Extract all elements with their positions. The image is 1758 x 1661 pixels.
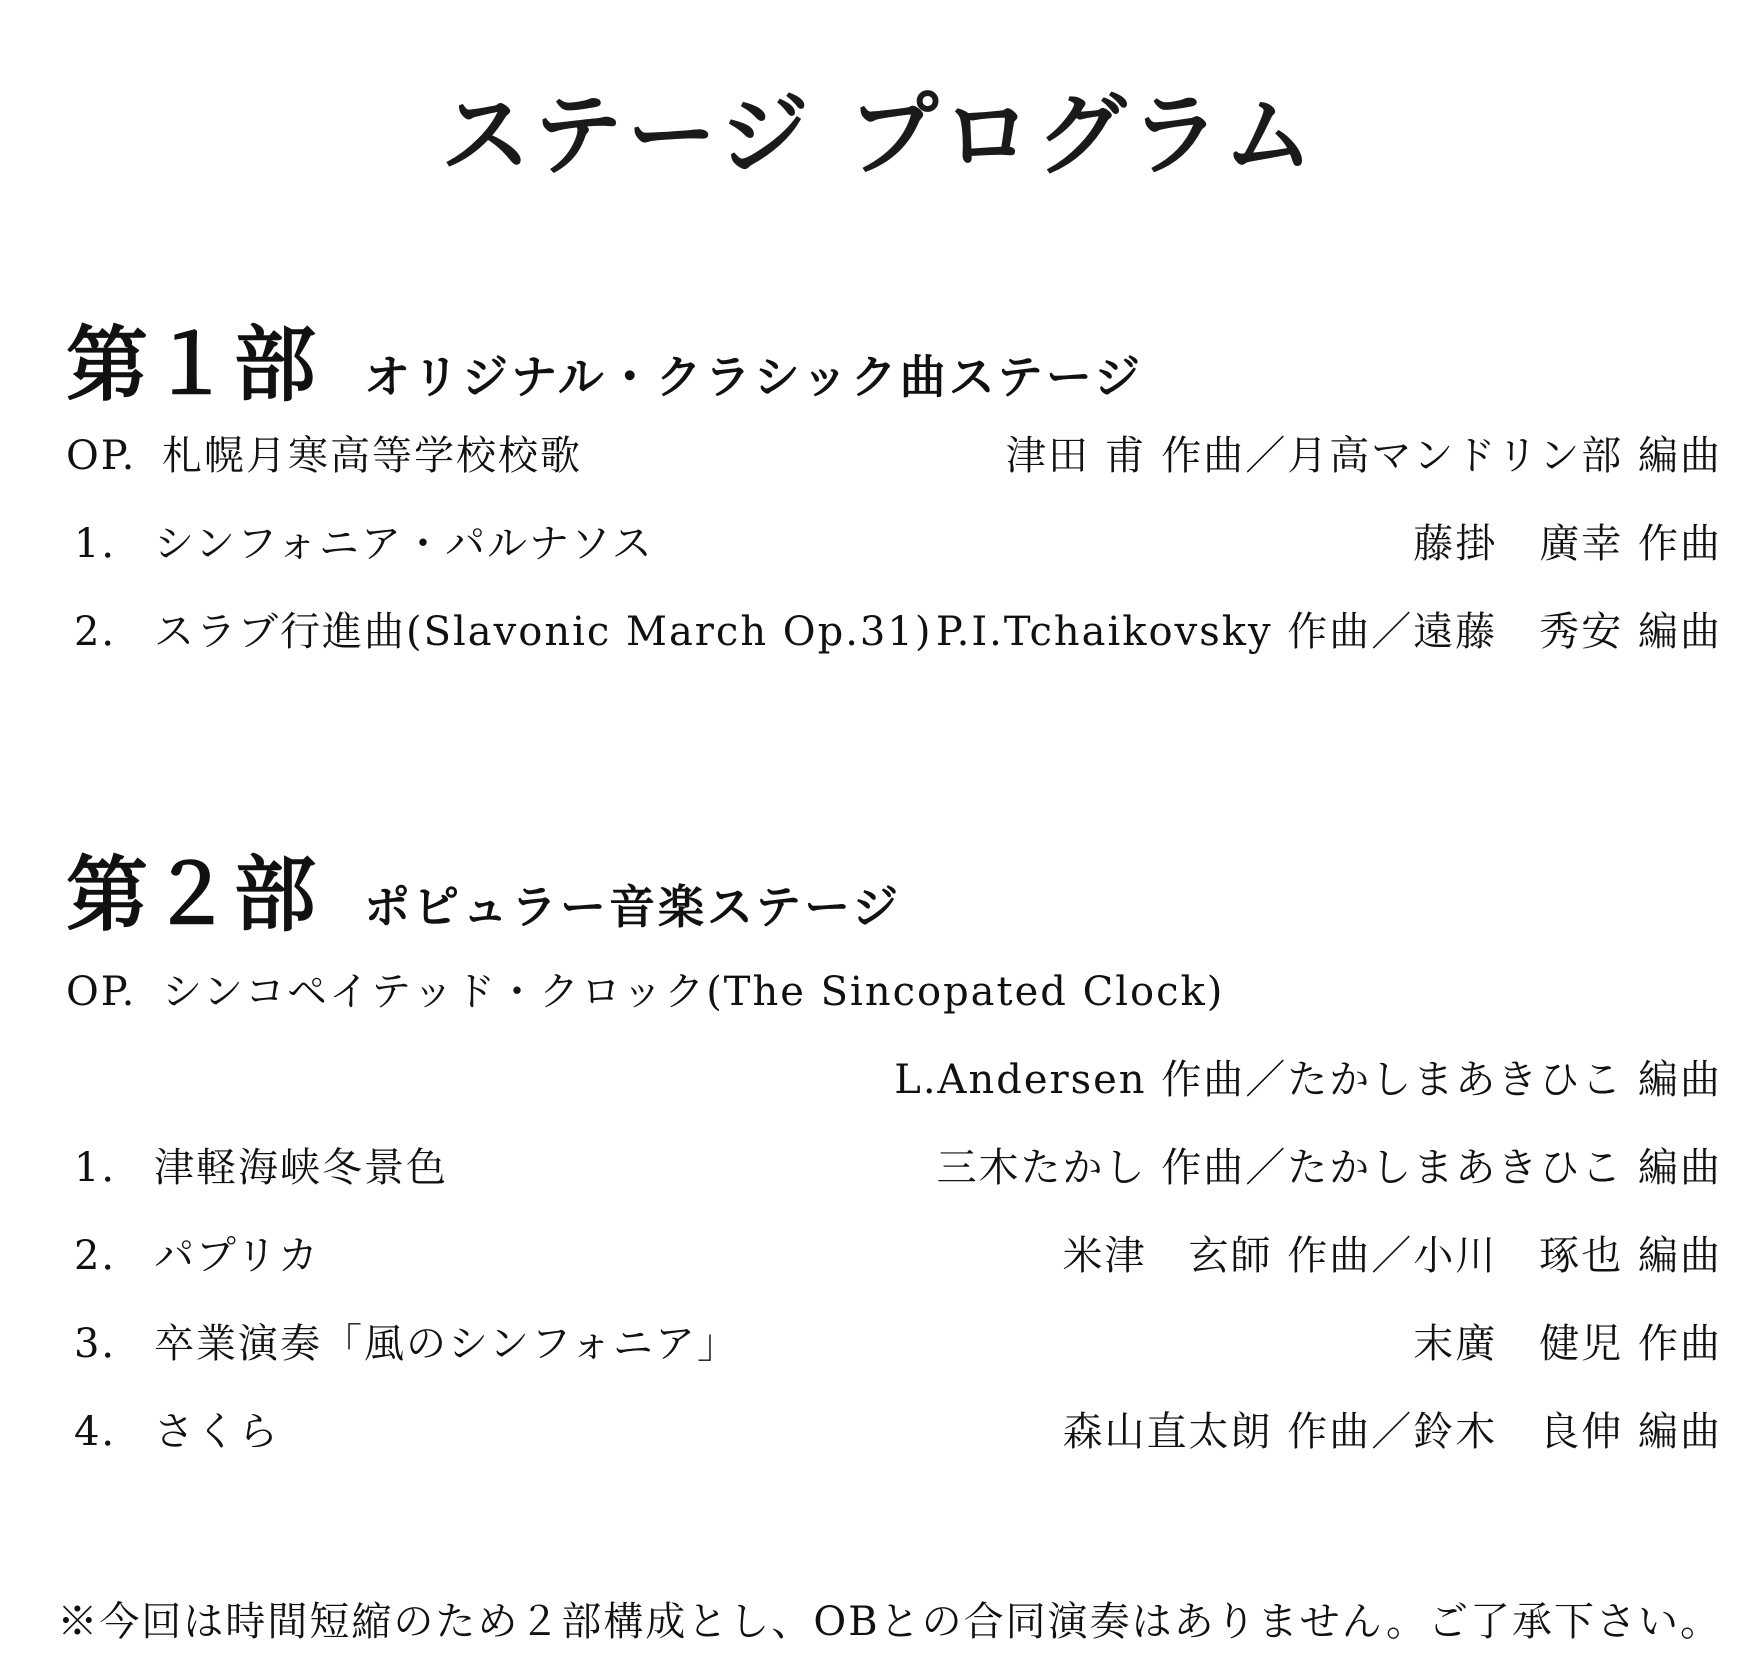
item-credit: P.I.Tchaikovsky 作曲／遠藤 秀安 編曲 xyxy=(935,609,1722,655)
item-credit: 藤掛 廣幸 作曲 xyxy=(1413,521,1722,567)
item-title: 卒業演奏「風のシンフォニア」 xyxy=(154,1321,739,1367)
item-credit: 森山直太朗 作曲／鈴木 良伸 編曲 xyxy=(1062,1409,1722,1455)
program-row xyxy=(66,1138,1722,1198)
item-credit: 米津 玄師 作曲／小川 琢也 編曲 xyxy=(1062,1233,1722,1279)
item-title: 札幌月寒高等学校校歌 xyxy=(162,433,582,479)
item-title: さくら xyxy=(154,1409,280,1455)
program-row xyxy=(66,426,1722,486)
item-number: 2． xyxy=(74,1233,144,1279)
footnote: ※今回は時間短縮のため２部構成とし、OBとの合同演奏はありません。ご了承下さい。 xyxy=(57,1599,1722,1645)
item-title: シンフォニア・パルナソス xyxy=(154,521,654,567)
program-row-credit xyxy=(66,1050,1722,1110)
part-1-heading xyxy=(66,300,1143,413)
item-number: 2． xyxy=(74,609,144,655)
program-row xyxy=(66,1314,1722,1374)
item-credit: 津田 甫 作曲／月高マンドリン部 編曲 xyxy=(1005,433,1722,479)
program-row xyxy=(66,962,1722,1022)
program-row xyxy=(66,1226,1722,1286)
item-number: OP. xyxy=(66,433,137,479)
item-number: 1． xyxy=(74,1145,144,1191)
item-title: パプリカ xyxy=(154,1233,320,1279)
item-number: 1． xyxy=(74,521,144,567)
item-credit: L.Andersen 作曲／たかしまあきひこ 編曲 xyxy=(894,1057,1722,1103)
part-2-name: ポピュラー音楽ステージ xyxy=(364,880,902,934)
program-row xyxy=(66,602,1722,662)
item-number: 3． xyxy=(74,1321,144,1367)
item-number: 4． xyxy=(74,1409,144,1455)
program-row xyxy=(66,514,1722,574)
item-credit: 三木たかし 作曲／たかしまあきひこ 編曲 xyxy=(936,1145,1722,1191)
program-row xyxy=(66,1402,1722,1462)
item-title: スラブ行進曲(Slavonic March Op.31) xyxy=(154,609,933,655)
item-credit: 末廣 健児 作曲 xyxy=(1413,1321,1722,1367)
item-title: 津軽海峡冬景色 xyxy=(154,1145,448,1191)
part-1-name: オリジナル・クラシック曲ステージ xyxy=(364,350,1143,404)
item-number: OP. xyxy=(66,969,137,1015)
part-2-heading xyxy=(66,830,902,943)
item-title: シンコペイテッド・クロック(The Sincopated Clock) xyxy=(162,969,1225,1015)
part-2-number: 第２部 xyxy=(66,848,319,943)
part-1-number: 第１部 xyxy=(66,318,319,413)
page-title: ステージ プログラム xyxy=(440,83,1318,188)
